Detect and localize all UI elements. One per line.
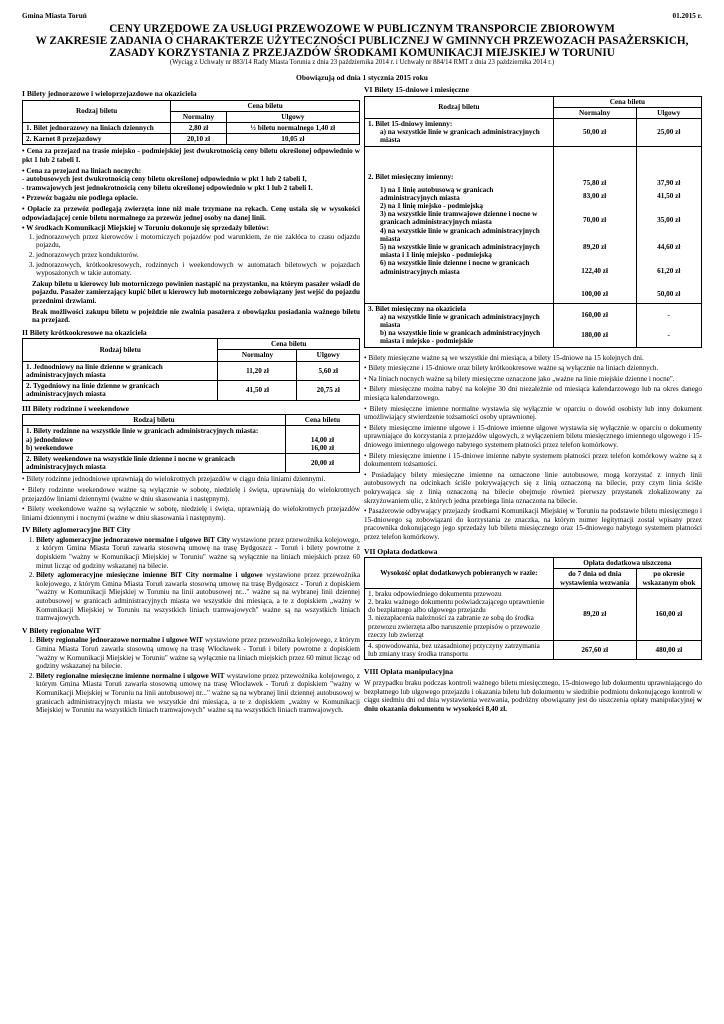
ticket-name: a) na wszystkie linie w granicach administracyjnych miasta — [380, 312, 540, 330]
col-kind: Rodzaj biletu — [23, 339, 218, 361]
monthly-normal-prices — [553, 146, 636, 303]
price-normal: 2,80 zł — [171, 123, 226, 134]
table-row — [365, 640, 702, 659]
sale-note: Zakup biletu u kierowcy lub motorniczego powinien nastąpić na przystanku, na którym pasażer wsiadł do pojazdu. Pasażer zamierzający kupić bilet u kierowcy lub motorniczego zobowiązany jest wejść do pojazdu przednimi drzwiami. — [32, 279, 360, 305]
ticket-name: 2. Tygodniowy na linie dzienne w granicach administracyjnych miasta — [23, 381, 218, 400]
family-weekend: b) weekendowe — [26, 443, 73, 452]
sale-intro: • W środkach Komunikacji Miejskiej w Toruniu dokonuje się sprzedaży biletów: — [22, 224, 269, 233]
reason: 1. braku odpowiedniego dokumentu przewozu — [368, 589, 502, 598]
monthly-reduced-prices — [636, 146, 701, 303]
section-5-heading: V Bilety regionalne WiT — [22, 625, 101, 635]
ticket-name: 1. Jednodniowy na linie dzienne w granicach administracyjnych miasta — [23, 361, 218, 380]
price-reduced: 5,60 zł — [297, 361, 360, 380]
ticket-name: b) na wszystkie linie w granicach administracyjnych miasta i miejsko - podmiejskie — [380, 329, 541, 346]
table-surcharge — [364, 557, 702, 660]
note: • Cena za przejazd na trasie miejsko - podmiejskiej jest dwukrotnością ceny biletu określonej odpowiednio w pkt 1 lub 2 tabeli I. — [22, 147, 360, 164]
bearer-reduced-prices — [636, 303, 701, 347]
surcharge-reasons — [365, 588, 554, 640]
price: 75,80 zł — [583, 178, 607, 187]
price: 16,00 zł — [310, 443, 334, 452]
list-item — [36, 636, 360, 670]
table-row — [23, 361, 360, 380]
list-item: 1. jednorazowych przez kierowców i motorniczych pojazdów pod warunkiem, że nie zakłóca to czasu odjazdu pojazdu, — [36, 233, 360, 250]
item-bold: Bilety regionalne miesięczne imienne normalne i ulgowe WiT — [36, 671, 225, 680]
ticket-name — [23, 426, 286, 454]
columns — [22, 86, 702, 716]
section-1-heading: I Bilety jednorazowe i wieloprzejazdowe na okaziciela — [22, 89, 197, 98]
doc-date: 01.2015 r. — [672, 12, 702, 20]
surcharge-7-days: 267,60 zł — [553, 640, 636, 659]
left-column — [22, 86, 360, 716]
org-name: Gmina Miasta Toruń — [22, 12, 87, 20]
item-bold: Bilety regionalne jednorazowe normalne i ulgowe WiT — [36, 636, 204, 645]
col-amount: Wysokość opłat dodatkowych pobieranych w razie: — [365, 558, 554, 589]
title-line-1: CENY URZĘDOWE ZA USŁUGI PRZEWOZOWE W PUBLICZNYM TRANSPORCIE ZBIOROWYM — [109, 23, 615, 35]
resolution-note: (Wyciąg z Uchwały nr 883/14 Rady Miasta Torunia z dnia 23 października 2014 r. i Uchwały nr 884/14 RMT z dnia 23 października 2014 r.) — [169, 59, 555, 66]
table-row — [365, 588, 702, 640]
surcharge-7-days: 89,20 zł — [553, 588, 636, 640]
item-text: wystawione przez przewoźnika kolejowego, z którym Gmina Miasta Toruń zawarła stosowną umowę na trasę Bydgoszcz - Toruń i bilety powrotne z dopiskiem "ważny w Komunikacji Miejskiej w Toruniu" ważne są wyłącznie na liniach miejskich przez 60 minut licząc od godziny wskazanej na bilecie. — [36, 535, 360, 570]
section-8-heading: VIII Opłata manipulacyjna — [364, 667, 454, 677]
col-reduced: Ulgowy — [297, 350, 360, 361]
col-price: Cena biletu — [218, 339, 360, 350]
ticket-name: a) na wszystkie linie w granicach administracyjnych miasta — [380, 128, 540, 145]
reason: 2. braku ważnego dokumentu poświadczającego uprawnienie do bezpłatnego albo ulgowego przejazdu — [368, 597, 545, 615]
group-title: 1. Bilet 15-dniowy imienny: — [368, 120, 453, 128]
ticket-name: 2. Karnet 8 przejazdowy — [23, 134, 171, 145]
price: 20,00 zł — [285, 453, 359, 472]
note: • Cena za przejazd na liniach nocnych: — [22, 166, 142, 175]
note: • Bilety weekendowe ważne są wyłącznie w sobotę, niedzielę i święta, uprawniają do wielokrotnych przejazdów liniami dziennymi i nocnymi (ważne w dniu skasowania i następnym). — [22, 505, 360, 522]
price: 70,00 zł — [583, 215, 607, 224]
group-monthly — [365, 146, 554, 303]
handling-fee-body: W przypadku braku podczas kontroli ważnego biletu miesięcznego, 15-dniowego lub dokumentu uprawniającego do bezpłatnego lub ulgowego przejazdu i okazania biletu lub dokumentu w siedzibie podmiotu dokonującego kontroli w ciągu siedmiu dni od dnia wystawienia wezwania, podróżny obowiązany jest do uiszczenia opłaty manipulacyjnej — [364, 678, 702, 705]
note: • Pasażerowie odbywający przejazdy środkami Komunikacji Miejskiej w Toruniu na podstawie biletu miesięcznego i 15-dniowego są zobowiązani do korzystania ze znaczka, na którym numer legitymacji został wpisany przez pracownika dokonującego jego sprzedaży lub biletu miesięcznego oraz 15-dniowego nabytego systemem płatności przez telefon komórkowy. — [364, 507, 702, 541]
col-paid: Opłata dodatkowa uiszczona — [553, 558, 701, 569]
table-short-term — [22, 338, 360, 400]
note: - tramwajowych jest jednokrotnością ceny biletu określonej odpowiednio w pkt 1 lub 2 tabeli I. — [22, 183, 313, 192]
list-item — [36, 536, 360, 570]
surcharge-later: 480,00 zł — [636, 640, 701, 659]
table-row — [365, 303, 702, 347]
price-normal: 50,00 zł — [553, 119, 636, 147]
col-price: Cena biletu — [171, 100, 360, 111]
price: 89,20 zł — [583, 243, 607, 252]
bearer-normal-prices — [553, 303, 636, 347]
group-title: 3. Bilet miesięczny na okaziciela — [368, 304, 467, 313]
reason: 3. niezapłacenia należności za zabranie ze sobą do środka przewozu zwierzęta albo naruszenie przepisów o przewozie rzeczy lub zwierząt — [368, 614, 541, 639]
col-normal: Normalny — [553, 107, 636, 118]
col-reduced: Ulgowy — [636, 107, 701, 118]
family-title: 1. Bilety rodzinne na wszystkie linie w granicach administracyjnych miasta: — [26, 427, 259, 436]
list-item — [36, 571, 360, 623]
surcharge-reason: 4. spowodowania, bez uzasadnionej przyczyny zatrzymania lub zmiany trasy środka transportu — [365, 640, 554, 659]
col-normal: Normalny — [218, 350, 297, 361]
price: 14,00 zł — [310, 435, 334, 444]
note: • Bilety miesięczne ważne są we wszystkie dni miesiąca, a bilety 15-dniowe na 15 kolejnych dni. — [364, 353, 644, 362]
item-bold: Bilety aglomeracyjne jednorazowe normalne i ulgowe BiT City — [36, 535, 230, 544]
note: • Bilety miesięczne imienne normalne wystawia się wyłącznie w oparciu o dowód osobisty lub inny dokument umożliwiający stwierdzenie tożsamości osoby uprawnionej. — [364, 404, 702, 422]
ticket-name: 2. Bilety weekendowe na wszystkie linie dzienne i nocne w granicach administracyjnych miasta — [23, 453, 286, 472]
price: 83,00 zł — [583, 192, 607, 201]
price-reduced: 25,00 zł — [636, 119, 701, 147]
ticket-name: 1) na 1 linię autobusową w granicach administracyjnych miasta — [380, 185, 494, 202]
top-bar — [22, 12, 702, 20]
table-row — [365, 146, 702, 303]
note: • Na liniach nocnych ważne są bilety miesięczne oznaczone jako „ważne na linie miejskie dzienne i nocne". — [364, 374, 675, 383]
price: 100,00 zł — [581, 290, 608, 299]
item-text: wystawione przez przewoźnika kolejowego, z którym Gmina Miasta Toruń zawarła stosowną umowę na trasę Bydgoszcz - Toruń z dopiskiem "ważny w Komunikacji Miejskiej w Toruniu na linii autobusowej nr..." ważne są na wybranej linii dziennej autobusowej w granicach administracyjnych miasta we wszystkie dni miesiąca, a te z dopiskiem „ważny w Komunikacji Miejskiej w Toruniu na wszystkich liniach tramwajowych" ważne są na wszystkich liniach tramwajowych. — [36, 571, 361, 623]
right-column — [364, 86, 702, 716]
section-7-heading: VII Opłata dodatkowa — [364, 546, 438, 556]
table-family — [22, 414, 360, 473]
table-monthly — [364, 96, 702, 348]
note: • Bilety miesięczne imienne ulgowe i 15-dniowe imienne ulgowe wystawia się wyłącznie w oparciu o dokumenty uprawniające do korzystania z przejazdów ulgowych, z wyłączeniem biletu miesięcznego imiennego ulgowego i 15-dniowego imiennego ulgowego nabytego systemem płatności przez telefon komórkowy. — [364, 423, 702, 449]
handling-fee-text — [364, 679, 702, 713]
title-line-3: ZASADY KORZYSTANIA Z PRZEJAZDÓW ŚRODKAMI KOMUNIKACJI MIEJSKIEJ W TORUNIU — [109, 47, 615, 59]
group-15-day — [365, 119, 554, 147]
price: - — [667, 311, 670, 320]
price: 44,60 zł — [657, 243, 681, 252]
family-daily: a) jednodniowe — [26, 435, 73, 444]
col-kind: Rodzaj biletu — [23, 100, 171, 122]
table-single-tickets — [22, 100, 360, 146]
note: • Przewóz bagażu nie podlega opłacie. — [22, 194, 138, 203]
col-kind: Rodzaj biletu — [365, 96, 554, 118]
col-kind: Rodzaj biletu — [23, 415, 286, 426]
price-reduced: 10,05 zł — [226, 134, 359, 145]
section-3-heading: III Bilety rodzinne i weekendowe — [22, 403, 130, 413]
surcharge-later: 160,00 zł — [636, 588, 701, 640]
ticket-name: 6) na wszystkie linie dzienne i nocne w granicach administracyjnych miasta — [380, 259, 530, 276]
document-title — [22, 23, 702, 59]
effective-date: Obowiązują od dnia 1 stycznia 2015 roku — [296, 73, 428, 82]
table-row — [23, 426, 360, 454]
ticket-name: 1. Bilet jednorazowy na liniach dziennych — [23, 123, 171, 134]
section-6-heading: VI Bilety 15-dniowe i miesięczne — [364, 85, 470, 94]
note: • Opłacie za przewóz podlegają zwierzęta inne niż małe trzymane na rękach. Cenę ustala się w wysokości odpowiadającej cenie biletu normalnego za przewóz jednej osoby na danej linii. — [22, 204, 360, 222]
list-item — [36, 672, 360, 715]
ticket-name: 5) na wszystkie linie w granicach administracyjnych miasta i 1 linię miejsko - podmiejską — [380, 243, 540, 260]
table-row — [23, 453, 360, 472]
ticket-name: 3) na wszystkie linie tramwajowe dzienne i nocne w granicach administracyjnych miasta — [380, 210, 538, 227]
price-reduced: ½ biletu normalnego 1,40 zł — [226, 123, 359, 134]
handling-fee-amount: w dniu okazania dokumentu w wysokości 8,40 zł. — [364, 696, 702, 713]
ticket-name: 2) na 1 linię miejsko - podmiejską — [380, 202, 484, 210]
col-price: Cena biletu — [553, 96, 701, 107]
col-price: Cena biletu — [285, 415, 359, 426]
section-4-heading: IV Bilety aglomeracyjne BiT City — [22, 525, 131, 535]
price-normal: 41,50 zł — [218, 381, 297, 400]
price: 35,00 zł — [657, 215, 681, 224]
bit-city-list — [22, 536, 360, 623]
price-normal: 20,10 zł — [171, 134, 226, 145]
wit-list — [22, 636, 360, 714]
price: - — [667, 331, 670, 340]
note: • Bilety rodzinne weekendowe ważne są wyłącznie w sobotę, niedzielę i święta, uprawniają do wielokrotnych przejazdów liniami dziennymi (ważne w dniu skasowania i następnym). — [22, 485, 360, 503]
table-row — [23, 134, 360, 145]
price: 41,50 zł — [657, 192, 681, 201]
price: 160,00 zł — [581, 311, 608, 320]
item-text: wystawione przez przewoźnika kolejowego, z którym Gmina Miasta Toruń zawarła stosowną umowę na trasę Włocławek - Toruń z dopiskiem "ważny w Komunikacji Miejskiej w Toruniu na linii autobusowej nr..." ważne są na wybranej linii dziennej autobusowej w granicach administracyjnych miasta we wszystkie dni miesiąca, a te z dopiskiem „ważny w Komunikacji Miejskiej w Toruniu na wszystkich liniach tramwajowych" ważne są na wszystkich liniach tramwajowych. — [36, 671, 360, 715]
group-bearer — [365, 303, 554, 347]
table-row — [23, 381, 360, 400]
section-2-heading: II Bilety krótkookresowe na okaziciela — [22, 327, 147, 337]
price: 50,00 zł — [657, 290, 681, 299]
note: • Bilety miesięczne można nabyć na kolejne 30 dni niezależnie od miesiąca kalendarzowego lub na okres danego miesiąca kalendarzowego. — [364, 385, 702, 402]
group-title: 2. Bilet miesięczny imienny: — [368, 173, 454, 182]
ticket-name: 4) na wszystkie linie w granicach administracyjnych miasta — [380, 226, 540, 243]
col-within-7-days: do 7 dnia od dnia wystawienia wezwania — [553, 569, 636, 588]
sale-list — [22, 233, 360, 278]
price: 61,20 zł — [657, 266, 681, 275]
price-reduced: 20,75 zł — [297, 381, 360, 400]
sale-note-2: Brak możliwości zakupu biletu w pojeździe nie zwalnia pasażera z obowiązku posiadania ważnego biletu na przejazd. — [32, 307, 360, 325]
col-normal: Normalny — [171, 111, 226, 122]
family-prices — [285, 426, 359, 454]
price-normal: 11,20 zł — [218, 361, 297, 380]
list-item: 3. jednorazowych, krótkookresowych, rodzinnych i weekendowych w automatach biletowych w pojazdach wyposażonych w takie automaty. — [36, 261, 360, 278]
note: • Bilety rodzinne jednodniowe uprawniają do wielokrotnych przejazdów w ciągu dnia liniami dziennymi. — [22, 475, 326, 484]
title-line-2: W ZAKRESIE ZADANIA O CHARAKTERZE UŻYTECZNOŚCI PUBLICZNEJ W GMINNYCH PRZEWOZACH PASAŻERSKICH, — [35, 35, 689, 47]
note: - autobusowych jest dwukrotnością ceny biletu określonej odpowiednio w pkt 1 lub 2 tabeli I, — [22, 175, 307, 184]
item-bold: Bilety aglomeracyjne miesięczne imienne BiT City normalne i ulgowe — [36, 571, 263, 580]
list-item: 2. jednorazowych przez konduktorów. — [36, 251, 360, 260]
price: 180,00 zł — [581, 331, 608, 340]
col-reduced: Ulgowy — [226, 111, 359, 122]
note: • Bilety miesięczne i 15-dniowe oraz bilety krótkookresowe ważne są wyłącznie na liniach dziennych. — [364, 364, 659, 373]
table-row — [23, 123, 360, 134]
col-later: po okresie wskazanym obok — [636, 569, 701, 588]
table-row — [365, 119, 702, 147]
item-text: wystawione przez przewoźnika kolejowego, z którym Gmina Miasta Toruń zawarła stosowną umowę na trasę Włocławek - Toruń i bilety powrotne z dopiskiem "ważny w Komunikacji Miejskiej w Toruniu" ważne są wyłącznie na liniach miejskich przez 60 minut licząc od godziny wskazanej na bilecie. — [36, 636, 360, 671]
note: • Posiadający bilety miesięczne imienne na oznaczone linie autobusowe, mogą korzystać z innych linii autobusowych na odcinkach ściśle pokrywających się z linią oznaczoną na bilecie, przy czym linia ściśle pokrywająca się z linią oznaczoną na bilecie obejmuje również pierwszy przystanek zlokalizowany za skrzyżowaniem ulic, z których jedna przebiega linia oznaczona na bilecie. — [364, 470, 702, 505]
note: • Bilety miesięczne imienne i 15-dniowe imienne nabyte systemem płatności przez telefon komórkowy ważne są z dokumentem tożsamości. — [364, 451, 702, 469]
price: 122,40 zł — [581, 266, 608, 275]
price: 37,90 zł — [657, 178, 681, 187]
